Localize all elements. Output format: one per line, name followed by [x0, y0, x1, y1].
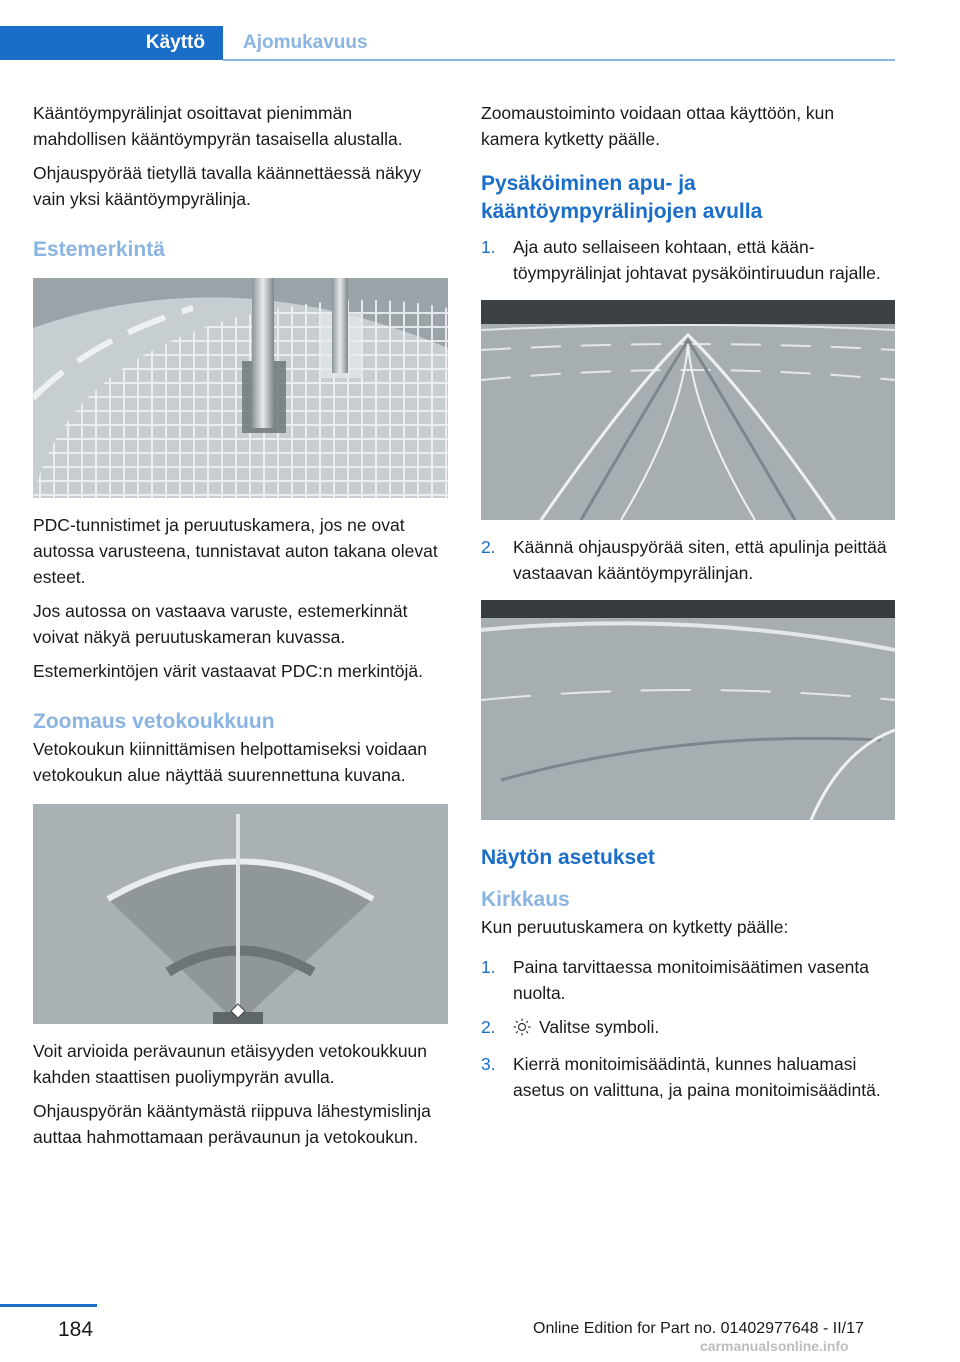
section-heading-display: Näytön asetukset: [481, 846, 655, 869]
paragraph: Ohjauspyörää tietyllä tavalla käännettäessä näkyy vain yksi kääntöympyrälinja.: [33, 163, 422, 209]
sun-icon: [513, 1017, 531, 1043]
turning-lines-image: [481, 300, 895, 520]
paragraph: Zoomaustoiminto voidaan ottaa käyttöön, kun kamera kytketty päälle.: [481, 103, 835, 149]
tab-kaytto[interactable]: Käyttö: [0, 26, 223, 60]
paragraph: Kun peruutuskamera on kytketty päälle:: [481, 917, 789, 937]
footer-rule: [0, 1304, 97, 1307]
right-column: [481, 100, 896, 1111]
obstacle-marking-image: [33, 278, 448, 498]
list-item: 1. Aja auto sellaiseen kohtaan, että kääntöympyrälinjat johtavat pysäköintiruudun rajalle.: [481, 237, 881, 283]
paragraph: Ohjauspyörän kääntymästä riippuva lähestymislinja auttaa hahmottamaan perävaunun ja vetokoukun.: [33, 1101, 431, 1147]
left-column: [33, 100, 448, 1158]
header-tabs: [0, 26, 895, 60]
paragraph: Jos autossa on vastaava varuste, estemerkinnät voivat näkyä peruutuskameran kuvassa.: [33, 601, 408, 647]
parking-steps-continued: [481, 534, 896, 586]
brightness-steps: [481, 954, 896, 1103]
auxiliary-line-image: [481, 600, 895, 820]
paragraph: Voit arvioida perävaunun etäisyyden vetokoukkuun kahden staattisen puoliympyrän avulla.: [33, 1041, 428, 1087]
paragraph: PDC-tunnistimet ja peruutuskamera, jos ne ovat autossa varusteena, tunnistavat auton takana olevat esteet.: [33, 515, 438, 587]
list-item: 1. Paina tarvittaessa monitoimisäätimen vasenta nuolta.: [481, 957, 870, 1003]
section-heading-obstacle: Estemerkintä: [33, 238, 165, 261]
paragraph: Kääntöympyrälinjat osoittavat pienimmän mahdollisen kääntöympyrän tasaisella alustalla.: [33, 103, 403, 149]
edition-text: Online Edition for Part no. 01402977648 - II/17: [533, 1320, 864, 1337]
section-heading-parking: Pysäköiminen apu- ja kääntöympyrälinjojen avulla: [481, 172, 763, 223]
section-heading-zoom: Zoomaus vetokoukkuun: [33, 710, 275, 733]
tab-ajomukavuus[interactable]: Ajomukavuus: [243, 32, 368, 53]
paragraph: Vetokoukun kiinnittämisen helpottamiseksi voidaan vetokoukun alue näyttää suurennettuna kuvana.: [33, 739, 427, 785]
parking-steps: [481, 234, 896, 286]
hitch-zoom-image: [33, 804, 448, 1024]
page-number: 184: [58, 1318, 94, 1341]
list-item: 3. Kierrä monitoimisäädintä, kunnes haluamasi asetus on valittuna, ja paina monitoimisäädintä.: [481, 1054, 881, 1100]
list-item: 2. Valitse symboli.: [481, 1014, 896, 1043]
paragraph: Estemerkintöjen värit vastaavat PDC:n merkintöjä.: [33, 661, 424, 681]
watermark: carmanualsonline.info: [700, 1338, 849, 1354]
list-item: 2. Käännä ohjauspyörää siten, että apulinja peittää vastaavan kääntöympyrälinjan.: [481, 537, 887, 583]
section-heading-brightness: Kirkkaus: [481, 888, 570, 911]
header-rule: [223, 59, 895, 61]
